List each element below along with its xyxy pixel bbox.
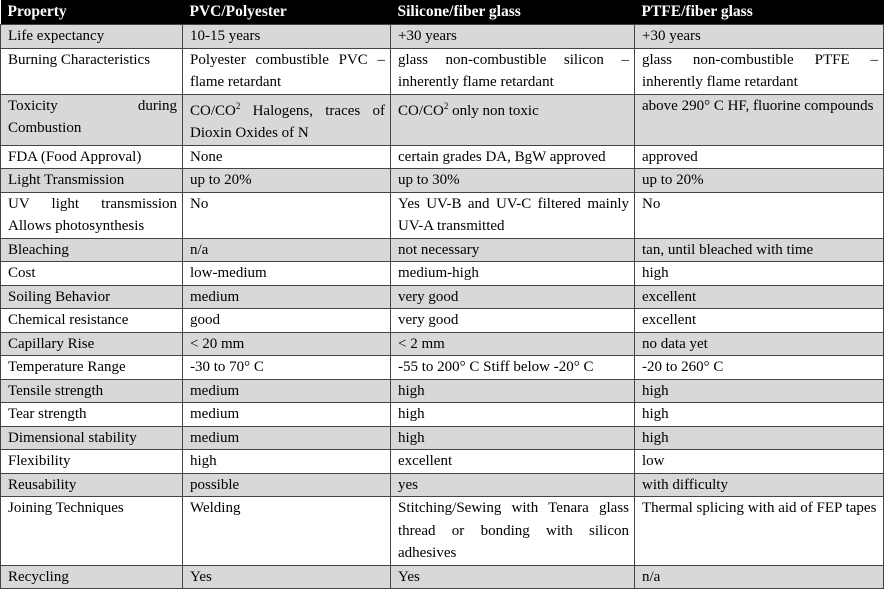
cell-property: Toxicity during Combustion	[1, 94, 183, 145]
cell-property: Burning Characteristics	[1, 48, 183, 94]
cell-pvc-polyester: medium	[183, 285, 391, 309]
cell-ptfe-fiberglass: glass non-combustible PTFE – inherently flame retardant	[635, 48, 884, 94]
cell-ptfe-fiberglass: no data yet	[635, 332, 884, 356]
cell-property: Cost	[1, 262, 183, 286]
cell-pvc-polyester: 10-15 years	[183, 25, 391, 49]
cell-silicone-fiberglass: high	[391, 379, 635, 403]
table-row	[1, 332, 884, 356]
cell-property: Flexibility	[1, 450, 183, 474]
cell-pvc-polyester: n/a	[183, 238, 391, 262]
cell-property: Light Transmission	[1, 169, 183, 193]
cell-ptfe-fiberglass: excellent	[635, 309, 884, 333]
table-row	[1, 285, 884, 309]
cell-ptfe-fiberglass: high	[635, 262, 884, 286]
cell-pvc-polyester: medium	[183, 426, 391, 450]
cell-pvc-polyester: good	[183, 309, 391, 333]
cell-property: FDA (Food Approval)	[1, 145, 183, 169]
cell-ptfe-fiberglass: approved	[635, 145, 884, 169]
cell-pvc-polyester: Yes	[183, 565, 391, 589]
cell-property: Bleaching	[1, 238, 183, 262]
cell-silicone-fiberglass: -55 to 200° C Stiff below -20° C	[391, 356, 635, 380]
cell-silicone-fiberglass: Yes	[391, 565, 635, 589]
table-row	[1, 309, 884, 333]
cell-property: Capillary Rise	[1, 332, 183, 356]
cell-silicone-fiberglass: certain grades DA, BgW approved	[391, 145, 635, 169]
table-row	[1, 426, 884, 450]
cell-silicone-fiberglass: not necessary	[391, 238, 635, 262]
table-row	[1, 450, 884, 474]
cell-ptfe-fiberglass: above 290° C HF, fluorine compounds	[635, 94, 884, 145]
cell-pvc-polyester: medium	[183, 379, 391, 403]
cell-silicone-fiberglass: up to 30%	[391, 169, 635, 193]
table-row	[1, 403, 884, 427]
cell-silicone-fiberglass: excellent	[391, 450, 635, 474]
cell-property: Tensile strength	[1, 379, 183, 403]
cell-property: Temperature Range	[1, 356, 183, 380]
table-row	[1, 238, 884, 262]
cell-pvc-polyester: < 20 mm	[183, 332, 391, 356]
header-row	[1, 0, 884, 25]
cell-silicone-fiberglass: +30 years	[391, 25, 635, 49]
cell-pvc-polyester: $CO/CO^2$ Halogens, traces of Dioxin Oxides of N	[183, 94, 391, 145]
table-row	[1, 169, 884, 193]
cell-silicone-fiberglass: Stitching/Sewing with Tenara glass thread or bonding with silicon adhesives	[391, 497, 635, 566]
cell-pvc-polyester: high	[183, 450, 391, 474]
cell-ptfe-fiberglass: high	[635, 379, 884, 403]
table-row	[1, 565, 884, 589]
cell-property: Reusability	[1, 473, 183, 497]
cell-property: Chemical resistance	[1, 309, 183, 333]
cell-pvc-polyester: up to 20%	[183, 169, 391, 193]
table-row	[1, 497, 884, 566]
cell-property: Recycling	[1, 565, 183, 589]
cell-silicone-fiberglass: $CO/CO^2$ only non toxic	[391, 94, 635, 145]
cell-pvc-polyester: Polyester combustible PVC – flame retardant	[183, 48, 391, 94]
cell-silicone-fiberglass: glass non-combustible silicon – inherently flame retardant	[391, 48, 635, 94]
cell-ptfe-fiberglass: No	[635, 192, 884, 238]
cell-pvc-polyester: low-medium	[183, 262, 391, 286]
cell-pvc-polyester: No	[183, 192, 391, 238]
header-pvc-polyester: PVC/Polyester	[183, 0, 391, 25]
cell-ptfe-fiberglass: high	[635, 403, 884, 427]
cell-pvc-polyester: -30 to 70° C	[183, 356, 391, 380]
cell-silicone-fiberglass: high	[391, 403, 635, 427]
header-silicone-fiberglass: Silicone/fiber glass	[391, 0, 635, 25]
cell-silicone-fiberglass: high	[391, 426, 635, 450]
cell-property: Tear strength	[1, 403, 183, 427]
cell-silicone-fiberglass: very good	[391, 285, 635, 309]
cell-silicone-fiberglass: very good	[391, 309, 635, 333]
cell-pvc-polyester: None	[183, 145, 391, 169]
cell-ptfe-fiberglass: -20 to 260° C	[635, 356, 884, 380]
cell-ptfe-fiberglass: +30 years	[635, 25, 884, 49]
table-row	[1, 145, 884, 169]
table-row	[1, 192, 884, 238]
cell-pvc-polyester: medium	[183, 403, 391, 427]
table-row	[1, 25, 884, 49]
cell-property: Soiling Behavior	[1, 285, 183, 309]
header-property: Property	[1, 0, 183, 25]
cell-silicone-fiberglass: < 2 mm	[391, 332, 635, 356]
table-row	[1, 473, 884, 497]
cell-ptfe-fiberglass: up to 20%	[635, 169, 884, 193]
cell-ptfe-fiberglass: with difficulty	[635, 473, 884, 497]
header-ptfe-fiberglass: PTFE/fiber glass	[635, 0, 884, 25]
cell-silicone-fiberglass: Yes UV-B and UV-C filtered mainly UV-A transmitted	[391, 192, 635, 238]
cell-pvc-polyester: possible	[183, 473, 391, 497]
cell-ptfe-fiberglass: n/a	[635, 565, 884, 589]
cell-property: Life expectancy	[1, 25, 183, 49]
cell-ptfe-fiberglass: low	[635, 450, 884, 474]
cell-property: Joining Techniques	[1, 497, 183, 566]
table-row	[1, 94, 884, 145]
table-row	[1, 356, 884, 380]
table-row	[1, 262, 884, 286]
cell-property: UV light transmission Allows photosynthesis	[1, 192, 183, 238]
cell-property: Dimensional stability	[1, 426, 183, 450]
table-row	[1, 48, 884, 94]
cell-silicone-fiberglass: medium-high	[391, 262, 635, 286]
cell-ptfe-fiberglass: tan, until bleached with time	[635, 238, 884, 262]
cell-silicone-fiberglass: yes	[391, 473, 635, 497]
cell-ptfe-fiberglass: high	[635, 426, 884, 450]
table-row	[1, 379, 884, 403]
cell-ptfe-fiberglass: Thermal splicing with aid of FEP tapes	[635, 497, 884, 566]
cell-ptfe-fiberglass: excellent	[635, 285, 884, 309]
cell-pvc-polyester: Welding	[183, 497, 391, 566]
